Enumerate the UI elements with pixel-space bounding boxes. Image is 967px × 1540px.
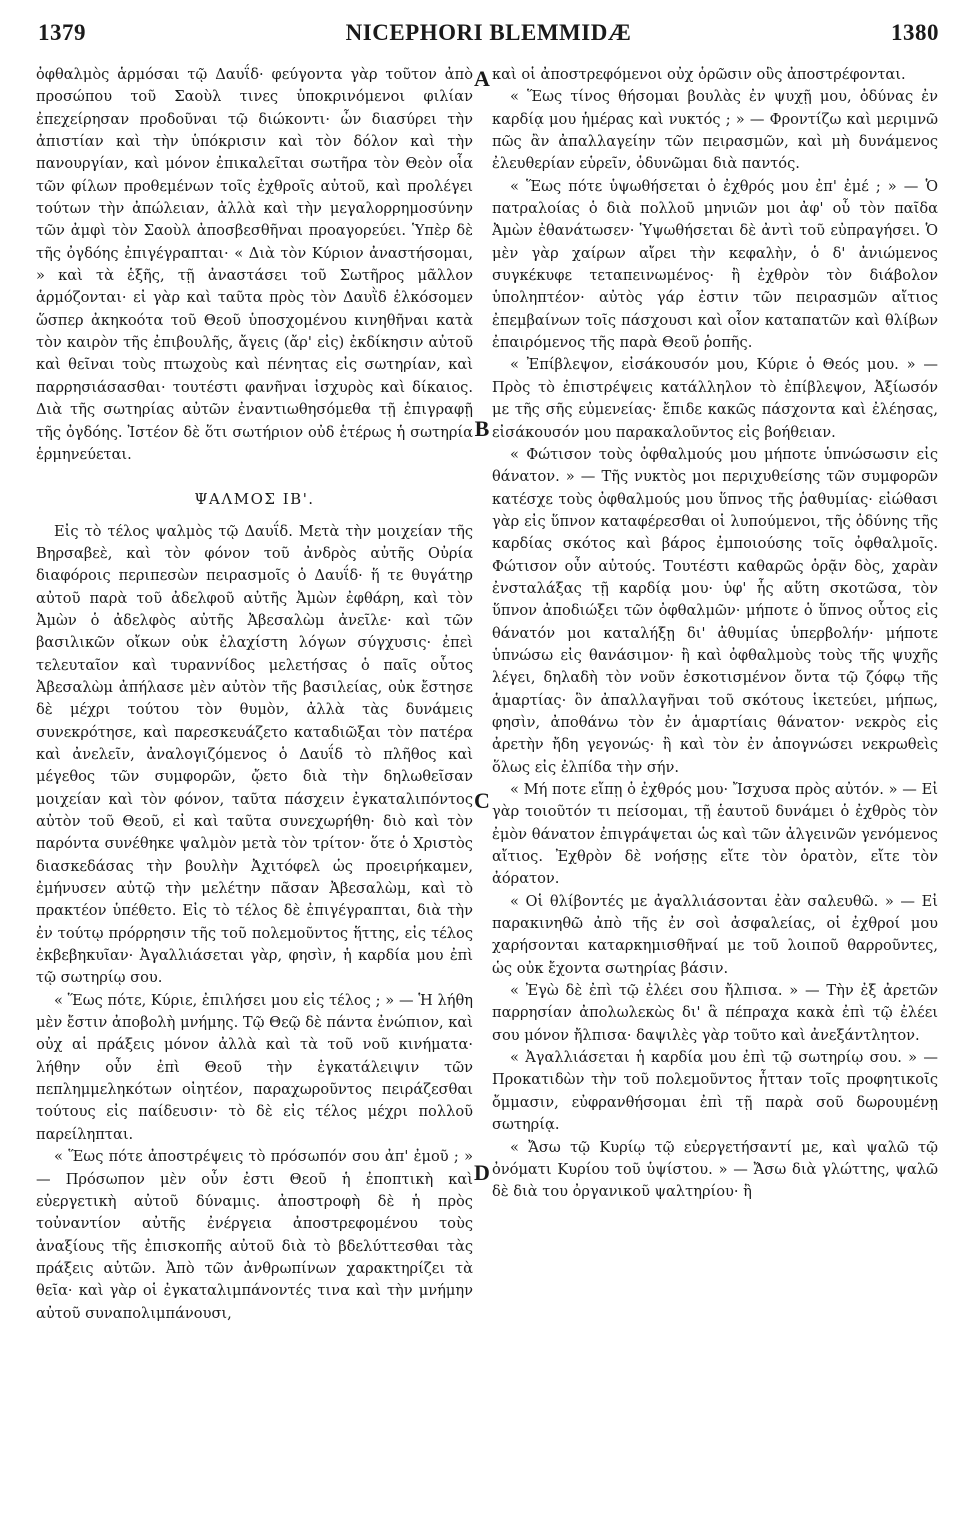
right-paragraph-3: « Ἕως πότε ὑψωθήσεται ὁ ἐχθρός μου ἐπ' ἐμέ ; » — Ὁ πατραλοίας ὁ διὰ πολλοῦ μηνιῶν μοι ἀφ' οὗ τὸν παῖδα Ἀμὼν ἐθανάτωσεν· Ὑψωθήσεται δὲ ἀντὶ τοῦ εὐπραγήσει. Ὁ μὲν γὰρ χαίρων αἴρει τὴν κεφαλὴν, ὁ δ' ἀνιώμενος συγκέκυφε τεταπεινωμένος· ἢ ἐχθρὸν τὸν διάβολον ὑποληπτέον· αὐτὸς γάρ ἐστιν τῶν πειρασμῶν αἴτιος ἐπεμβαίνων τοῖς πάσχουσι καὶ οἷον καταπατῶν καὶ θλίβων ἐπαιρόμενος τῆς παρὰ Θεοῦ ῥοπῆς. — [492, 177, 938, 352]
right-paragraph-6: « Μή ποτε εἴπῃ ὁ ἐχθρός μου· Ἴσχυσα πρὸς αὐτόν. » — Εἰ γὰρ τοιοῦτόν τι πείσομαι, τῇ ἑαυτοῦ δυνάμει ὁ ἐχθρὸς τὸν ἐμὸν θάνατον ἐπιγράψεται ὡς καὶ τῶν ἀλγεινῶν γενόμενος αἴτιος. Ἐχθρὸν δὲ νοήσῃς εἴτε τὸν ὁρατὸν, εἴτε τὸν ἀόρατον. — [492, 781, 938, 888]
left-paragraph-2: Εἰς τὸ τέλος ψαλμὸς τῷ Δαυΐδ. Μετὰ τὴν μοιχείαν τῆς Βηρσαβεὲ, καὶ τὸν φόνον τοῦ ἀνδρὸς αὐτῆς Οὐρία διαφόροις περιπεσὼν πειρασμοῖς ὁ Δαυΐδ· ἥ τε θυγάτηρ αὐτοῦ παρὰ τοῦ ἀδελφοῦ αὐτῆς Ἀμὼν ἐφθάρη, καὶ τὸν Ἀμὼν ὁ ἀδελφὸς αὐτῆς Ἀβεσαλὼμ ἀνεῖλε· καὶ τῶν βασιλικῶν οἴκων οὐκ ἐλαχίστη λόγων σύγχυσις· ἐπεὶ τελευταῖον καὶ τυραννίδος μελετήσας ὁ παῖς οὗτος Ἀβεσαλὼμ ἀπήλασε μὲν αὐτὸν τῆς βασιλείας, οὐκ ἔστησε δὲ μέχρι τούτου τὸν θυμὸν, ἀλλὰ τὰς δυνάμεις συνεκρότησε, καὶ παρεσκευάζετο καταδιῶξαι τὸν πατέρα καὶ ἀνελεῖν, ἀναλογιζόμενος ὁ Δαυΐδ τὸ πλῆθος καὶ μέγεθος τῶν συμφορῶν, ᾤετο διὰ τὴν δηλωθεῖσαν μοιχείαν καὶ τὸν φόνον, ταῦτα πάσχειν ἐγκαταλιπόντος αὐτὸν τοῦ Θεοῦ, εἰ καὶ ταῦτα συνεχωρήθη· διὸ καὶ τὸν παρόντα συνέθηκε ψαλμὸν μετὰ τὸν τρίτον· ὅτε ὁ Χριστὸς διασκεδάσας τὴν βουλὴν Ἀχιτόφελ ὡς προειρήκαμεν, ἐμήνυσεν αὐτῷ τὴν μελέτην πᾶσαν Ἀβεσαλὼμ, καὶ τὸ πρακτέον ὑπέθετο. Εἰς τὸ τέλος δὲ ἐπιγέγραπται, διὰ τὴν ἐν τούτῳ πρόρρησιν τῆς τοῦ πολεμοῦντος ἥττης, εἰς τέλος ἐκβεβηκυῖαν· Ἀγαλλιάσεται γὰρ, φησὶν, ἡ καρδία μου ἐπὶ τῷ σωτηρίῳ σου. — [36, 522, 473, 987]
right-paragraph-9: « Ἀγαλλιάσεται ἡ καρδία μου ἐπὶ τῷ σωτηρίῳ σου. » — Προκατιδὼν τὴν τοῦ πολεμοῦντος ἧτταν τοῖς προφητικοῖς ὄμμασιν, εὐφρανθήσομαι ἐπὶ τῇ παρὰ σοῦ δωρουμένῃ σωτηρίᾳ. — [492, 1049, 938, 1134]
running-title: NICEPHORI BLEMMIDÆ — [345, 20, 632, 45]
left-paragraph-1: ὀφθαλμὸς ἁρμόσαι τῷ Δαυΐδ· φεύγοντα γὰρ τοῦτον ἀπὸ προσώπου τοῦ Σαοὺλ τινες ὑποκρινόμενοι φιλίαν ἐπεχείρησαν προδοῦναι τῷ διώκοντι· ὧν διασύρει τὴν ἀπιστίαν καὶ τὴν ὑπόκρισιν καὶ τὸν δόλον καὶ τὴν πανουργίαν, καὶ μόνον ἐπικαλεῖται σωτῆρα τὸν Θεὸν οἷα τῶν φίλων προθεμένων τοῖς ἐχθροῖς αὐτοῦ, καὶ προλέγει τούτων τὴν ἀπώλειαν, ἀλλὰ καὶ τὴν μεγαλορρημοσύνην τῶν ἀμφὶ τὸν Σαοὺλ ἀποσβεσθῆναι προαγορεύει. Ὑπὲρ δὲ τῆς ὀγδόης ἐπιγέγραπται· « Διὰ τὸν Κύριον ἀναστήσομαι, » καὶ τὰ ἑξῆς, τῇ ἀναστάσει τοῦ Σωτῆρος μᾶλλον ἁρμόζονται· εἰ γὰρ καὶ ταῦτα πρὸς τὸν Δαυῒδ ἑλκόσομεν ὥσπερ ἀκηκοότα τοῦ Θεοῦ ὑποσχομένου κινηθῆναι κατὰ τὸν καιρὸν τῆς ἐπιβουλῆς, ἄγεις (ἄρ' εἰς) ἐκδίκησιν αὐτοῦ καὶ θεῖναι τοὺς πτωχοὺς καὶ πένητας εἰς σωτηρίαν, καὶ παρρησιάσασθαι· τουτέστι φανῆναι ἰσχυρὸς καὶ δίκαιος. Διὰ τῆς σωτηρίας αὐτῶν ἐναντιωθησόμεθα τῇ ἐπιγραφῇ τῆς ὀγδόης. Ἰστέον δὲ ὅτι σωτήριον οὐδ ἑτέρως ἡ σωτηρία ἑρμηνεύεται. — [36, 66, 473, 463]
right-paragraph-4: « Ἐπίβλεψον, εἰσάκουσόν μου, Κύριε ὁ Θεός μου. » — Πρὸς τὸ ἐπιστρέψεις κατάλληλον τὸ ἐπίβλεψον, Ἀξίωσόν με τῆς σῆς εὐμενείας· ἔπιδε κακῶς πάσχοντα καὶ ἐλέησας, εἰσάκουσόν μου παρακαλοῦντος εἰς βοήθειαν. — [492, 356, 938, 441]
left-paragraph-4: « Ἕως πότε ἀποστρέψεις τὸ πρόσωπόν σου ἀπ' ἐμοῦ ; » — Πρόσωπον μὲν οὖν ἐστι Θεοῦ ἡ ἐποπτικὴ καὶ εὐεργετικὴ αὐτοῦ δύναμις. ἀποστροφὴ δὲ ἡ πρὸς τοὐναντίον αὐτῆς ἐνέργεια ἀποστρεφομένου τοὺς ἀναξίους τῆς ἐπισκοπῆς αὐτοῦ διὰ τὸ βδελύττεσθαι τὰς πράξεις αὐτῶν. Ἀπὸ τῶν ἀνθρωπίνων χαρακτηρίζει τὰ θεῖα· καὶ γὰρ οἱ ἐγκαταλιμπάνοντές τινα καὶ τὴν μνήμην αὐτοῦ συναπολιμπάνουσι, — [36, 1148, 473, 1322]
psalm-heading: ΨΑΛΜΟΣ ΙΒ'. — [194, 490, 315, 509]
margin-marker-a: A — [474, 66, 490, 91]
margin-marker-c: C — [474, 788, 490, 813]
margin-marker-d: D — [474, 1160, 490, 1185]
right-page-number: 1380 — [891, 20, 939, 45]
left-column — [36, 64, 473, 1524]
right-paragraph-5: « Φώτισον τοὺς ὀφθαλμούς μου μήποτε ὑπνώσωσιν εἰς θάνατον. » — Τῆς νυκτὸς μοι περιχυθείσης τῶν συμφορῶν κατέσχε τοὺς ὀφθαλμούς μου ὕπνος τῆς ῥαθυμίας· εἰώθασι γὰρ εἰς ὕπνον καταφέρεσθαι οἱ λυπούμενοι, τῆς ὀδύνης τῆς καρδίας σκότος καὶ βάρος ἐμποιούσης τοῖς ὀφθαλμοῖς. Φώτισον οὖν αὐτούς. Τουτέστι καθαρῶς ὁρᾷν δὸς, χαρὰν ἐνσταλάξας τῇ καρδίᾳ μου· ὑφ' ἧς αὕτη σκοτῶσα, τὸν ὕπνον ἀποδιώξει τῶν ὀφθαλμῶν· μήποτε ὁ ὕπνος οὗτος εἰς θάνατόν μοι καταλήξῃ δι' ἀθυμίας ὑπερβολήν· μήποτε ὑπνώσω εἰς θανάσιμον· ἢ καὶ ὀφθαλμοὺς τοὺς τῆς ψυχῆς λέγει, δηλαδὴ τὸν νοῦν ἐσκοτισμένον ὄντα τῷ ζόφῳ τῆς ἁμαρτίας· ὃν ἀπαλλαγῆναι τοῦ σκότους ἱκετεύει, μήπως, φησὶν, ἀποθάνω τὸν ἐν ἁμαρτίαις θάνατον· νεκρὸς εἰς ἀρετὴν ἤδη γεγονώς· ἢ καὶ τὸν ἐν ἀπογνώσει νεκρωθεὶς ὅλως εἰς ἐλπίδα τὴν σήν. — [492, 445, 938, 776]
margin-marker-b: B — [474, 416, 490, 441]
page-header — [38, 16, 939, 56]
right-paragraph-7: « Οἱ θλίβοντές με ἀγαλλιάσονται ἐὰν σαλευθῶ. » — Εἰ παρακινηθῶ ἀπὸ τῆς ἐν σοὶ ἀσφαλείας, οἱ ἐχθροί μου χαρήσονται καταρκημισθῆναί με τοῦ λοιποῦ θαρροῦντες, ὡς οὐκ ἔχοντα σωτηρίας βάσιν. — [492, 892, 938, 977]
right-paragraph-2: « Ἕως τίνος θήσομαι βουλὰς ἐν ψυχῇ μου, ὀδύνας ἐν καρδίᾳ μου ἡμέρας καὶ νυκτός ; » — Φροντίζω καὶ μεριμνῶ πῶς ἂν ἀπαλλαγείην τῶν πειρασμῶν, καὶ μὴ δυνάμενος ἐλευθερίαν εὑρεῖν, ὀδυνῶμαι διὰ παντός. — [492, 88, 938, 173]
right-paragraph-8: « Ἐγὼ δὲ ἐπὶ τῷ ἐλέει σου ἤλπισα. » — Τὴν ἐξ ἀρετῶν παρρησίαν ἀπολωλεκὼς δι' ἃ πέπραχα κακὰ ἐπὶ τῷ ἐλέει σου μόνον ἤλπισα· δαψιλὲς γὰρ τοῦτο καὶ ἀνεξάντλητον. — [492, 982, 938, 1044]
right-column — [492, 64, 938, 1524]
right-paragraph-1: καὶ οἱ ἀποστρεφόμενοι οὐχ ὁρῶσιν οὓς ἀποστρέφονται. — [492, 66, 906, 83]
right-paragraph-10: « Ἄσω τῷ Κυρίῳ τῷ εὐεργετήσαντί με, καὶ ψαλῶ τῷ ὀνόματι Κυρίου τοῦ ὑψίστου. » — Ἄσω διὰ γλώττης, ψαλῶ δὲ διὰ του ὀργανικοῦ ψαλτηρίου· ἢ — [492, 1138, 938, 1201]
left-page-number: 1379 — [38, 20, 86, 45]
left-paragraph-3: « Ἕως πότε, Κύριε, ἐπιλήσει μου εἰς τέλος ; » — Ἡ λήθη μὲν ἔστιν ἀποβολὴ μνήμης. Τῷ Θεῷ δὲ πάντα ἐνώπιον, καὶ οὐχ αἱ πράξεις μόνον ἀλλὰ καὶ τὰ τοῦ νοῦ κινήματα· λήθην οὖν ἐπὶ Θεοῦ τὴν ἐγκατάλειψιν τῶν πεπλημμεληκότων οἰητέον, παραχωροῦντος πειράζεσθαι τούτους εἰς παίδευσιν· τὸ δὲ εἰς τέλος μέχρι πολλοῦ παρείληπται. — [36, 991, 473, 1143]
